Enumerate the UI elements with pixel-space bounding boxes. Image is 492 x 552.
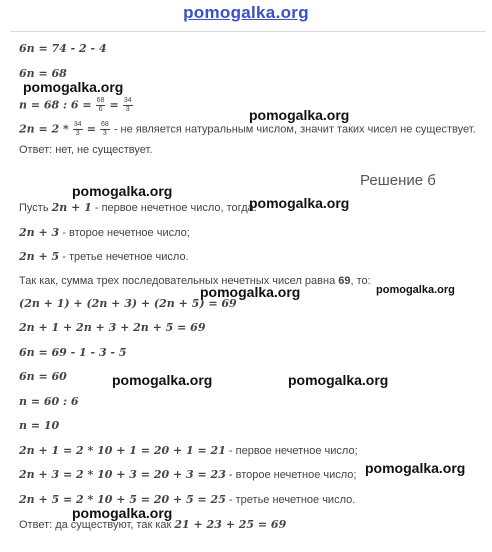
watermark: pomogalka.org [72,505,173,521]
fraction-numerator: 68 [96,97,105,104]
text: - первое нечетное число, тогда: [91,202,257,214]
equation-text: 6n = 68 [19,67,67,80]
equation-text: 2n + 1 + 2n + 3 + 2n + 5 = 69 [19,321,206,334]
fraction [96,97,106,114]
fraction-denominator: 3 [125,106,130,113]
text: - второе нечетное число; [225,469,357,481]
watermark: pomogalka.org [72,183,173,199]
explanation-text: - не является натуральным числом, значит таких чисел не существует. [110,123,476,136]
equation-text: 6n = 74 - 2 - 4 [19,42,107,55]
header-divider [10,31,486,32]
text-line [19,250,189,263]
equation-line [19,321,205,334]
text: - третье нечетное число. [225,494,356,506]
fraction-numerator: 68 [100,121,109,128]
equation-text: n = 10 [19,419,60,432]
equation-text: 6n = 69 - 1 - 3 - 5 [19,346,127,359]
text: - первое нечетное число; [225,445,358,457]
equation-text: 2n + 5 = 2 * 10 + 5 = 20 + 5 = 25 [19,493,226,506]
site-brand-link[interactable]: pomogalka.org [183,3,309,22]
text: Так как, сумма трех последовательных нечетных чисел равна [19,275,339,287]
equation-text: 2n + 5 [19,250,60,263]
equation-text: 2n + 1 = 2 * 10 + 1 = 20 + 1 = 21 [19,444,226,457]
fraction [73,121,83,138]
equation-line [19,419,59,432]
equals-sign: = [109,98,119,112]
equation-text: 2n + 3 [19,226,60,239]
watermark: pomogalka.org [365,460,466,476]
text: Пусть [19,202,52,214]
section-heading: Решение б [360,172,436,189]
text: - второе нечетное число; [59,227,190,239]
watermark: pomogalka.org [288,372,389,388]
text-line [19,493,355,506]
watermark: pomogalka.org [23,79,124,95]
text: - третье нечетное число. [59,251,189,263]
equation-line [19,346,126,359]
fraction-denominator: 3 [102,130,107,137]
equation-text: 2n = 2 * [19,122,69,136]
fraction-denominator: 3 [75,130,80,137]
text-line [19,275,371,287]
text: , то: [350,275,371,287]
fraction-denominator: 6 [98,106,103,113]
equation-text: 21 + 23 + 25 = 69 [174,518,287,531]
equation-text: n = 60 : 6 [19,395,79,408]
fraction-numerator: 34 [73,121,82,128]
watermark: pomogalka.org [376,284,455,296]
equation-line [19,395,79,408]
equation-line [19,370,67,383]
equation-line [19,121,476,138]
watermark: pomogalka.org [249,195,350,211]
number: 69 [338,275,351,287]
fraction [100,121,110,138]
watermark: pomogalka.org [249,107,350,123]
watermark: pomogalka.org [112,372,213,388]
text-line [19,226,190,239]
fraction [123,97,133,114]
text-line [19,468,356,481]
equation-text: (2n + 1) + (2n + 3) + (2n + 5) = 69 [19,297,237,310]
equation-text: n = 68 : 6 = [19,98,92,112]
equation-text: 2n + 1 [51,201,92,214]
text-line [19,201,257,214]
equation-line [19,97,134,114]
text-line [19,444,358,457]
text: Ответ: да существуют, так как [19,519,175,531]
answer-text: Ответ: нет, не существует. [19,144,153,156]
watermark: pomogalka.org [200,284,301,300]
fraction-numerator: 34 [123,97,132,104]
equals-sign: = [86,122,96,136]
equation-text: 2n + 3 = 2 * 10 + 3 = 20 + 3 = 23 [19,468,226,481]
equation-line [19,42,107,55]
equation-text: 6n = 60 [19,370,67,383]
